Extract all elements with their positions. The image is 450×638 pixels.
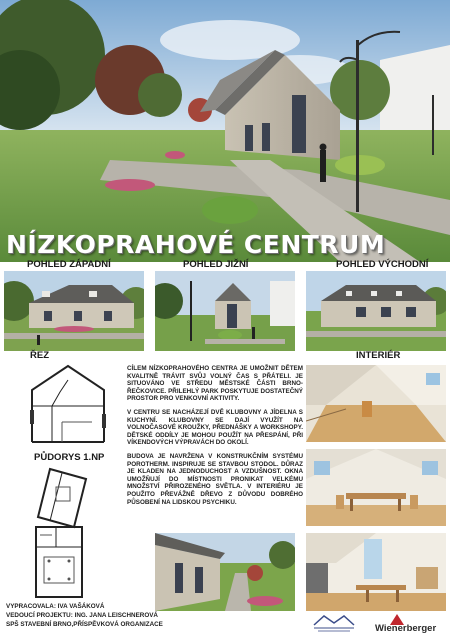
description-paragraph-3: BUDOVA JE NAVRŽENA V KONSTRUKČNÍM SYSTÉMU POROTHERM. INSPIRUJE SE STAVBOU STODOL. DŮRAZ JE KLADEN NA JEDNODUCHOST A VZDUŠNOST. OKNA UMOŽŇUJÍ DO MÍSTNOSTI PRONIKAT VELKÉMU MNOŽSTVÍ PŘIROZENÉHO SVĚTLA. V INTERIÉRU JE POUŽITO PŘEVÁŽNĚ DŘEVO Z DŮVODU DOBRÉHO PŮSOBENÍ NA LIDSKOU PSYCHIKU. [127, 452, 303, 506]
south-view-render [155, 271, 295, 351]
credits-supervisor: VEDOUCÍ PROJEKTU: ING. JANA LEISCHNEROVÁ [6, 611, 158, 619]
section-caption: ŘEZ [30, 350, 49, 361]
east-view-render [306, 271, 446, 351]
credits-author: VYPRACOVALA: IVA VAŠÁKOVÁ [6, 603, 105, 610]
view-east-caption: POHLED VÝCHODNÍ [336, 259, 429, 270]
school-logo [312, 613, 356, 633]
floorplan-caption: PŮDORYS 1.NP [34, 452, 105, 463]
view-south-caption: POHLED JIŽNÍ [183, 259, 249, 270]
interior-render-2 [306, 449, 446, 526]
interior-render-1 [306, 365, 446, 442]
west-view-render [4, 271, 144, 351]
credits-school: SPŠ STAVEBNÍ BRNO,PŘÍSPĚVKOVÁ ORGANIZACE [6, 620, 163, 628]
view-west-caption: POHLED ZÁPADNÍ [27, 259, 111, 270]
wienerberger-brand: Wienerberger [375, 623, 437, 634]
cross-section-drawing [22, 362, 118, 446]
credits-block [6, 603, 163, 629]
interior-caption: INTERIÉR [356, 350, 401, 361]
poster-title: NÍZKOPRAHOVÉ CENTRUM [6, 230, 386, 259]
floor-plan-drawing [22, 465, 118, 601]
interior-render-3 [306, 533, 446, 611]
project-description [127, 365, 303, 512]
description-paragraph-2: V CENTRU SE NACHÁZEJÍ DVĚ KLUBOVNY A JÍDELNA S KUCHYNÍ. KLUBOVNY SE DAJÍ VYUŽÍT NA VOLNOČASOVÉ KROUŽKY, PŘEDNÁŠKY A WORKSHOPY. DĚTSKÉ ODDÍLY JE MOHOU POUŽÍT NA PŘESPÁNÍ, PŘI VÍKENDOVÝCH VÝPRAVÁCH DO OKOLÍ. [127, 408, 303, 447]
exterior-detail-render [155, 533, 295, 611]
hero-render [0, 0, 450, 262]
description-paragraph-1: CÍLEM NÍZKOPRAHOVÉHO CENTRA JE UMOŽNIT DĚTEM KVALITNĚ TRÁVIT SVŮJ VOLNÝ ČAS S PŘÁTELI. JE SITUOVÁNO VE STŘEDU MĚSTSKÉ ČÁSTI BRNO-ŘEČKOVICE. PŘILEHLÝ PARK POSKYTUJE DOSTATEČNÝ PROSTOR PRO VENKOVNÍ AKTIVITY. [127, 365, 303, 403]
wienerberger-logo-mark [390, 612, 404, 623]
